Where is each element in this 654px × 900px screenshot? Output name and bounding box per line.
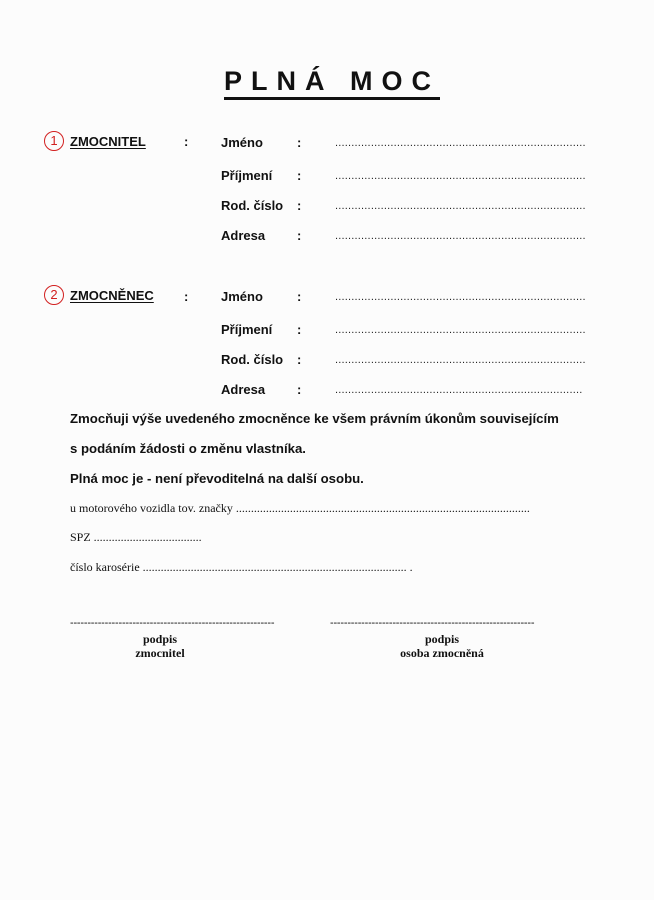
field-label-prijmeni: Příjmení	[221, 322, 273, 337]
field-input-jmeno[interactable]: .............................................................................	[335, 137, 586, 149]
field-label-adresa: Adresa	[221, 382, 266, 397]
section-number-1: 1	[44, 131, 64, 151]
field-input-adresa[interactable]: .............................................................................	[335, 230, 586, 242]
field-input-rod-cislo[interactable]: .............................................................................	[335, 354, 586, 366]
authorization-text-line-2: s podáním žádosti o změnu vlastníka.	[70, 441, 306, 456]
field-label-rod-cislo: Rod. číslo	[221, 352, 284, 367]
party-label-zmocnitel: ZMOCNITEL	[70, 134, 146, 149]
field-colon: :	[297, 198, 302, 213]
party-label-zmocnenec: ZMOCNĚNEC	[70, 288, 154, 303]
field-label-jmeno: Jméno	[221, 289, 263, 304]
field-input-prijmeni[interactable]: .............................................................................	[335, 170, 586, 182]
field-label-rod-cislo: Rod. číslo	[221, 198, 284, 213]
vehicle-brand-line[interactable]: u motorového vozidla tov. značky ..................................................................................................	[70, 501, 530, 515]
signature-label-right-2: osoba zmocněná	[400, 646, 484, 660]
vehicle-spz-line[interactable]: SPZ ....................................	[70, 530, 202, 544]
signature-label-left-1: podpis	[142, 632, 178, 646]
document-title-wrap	[0, 66, 654, 100]
vehicle-body-number-line[interactable]: číslo karosérie ........................................................................................ .	[70, 560, 413, 574]
field-label-adresa: Adresa	[221, 228, 266, 243]
transferability-text: Plná moc je - není převoditelná na další osobu.	[70, 471, 364, 486]
field-colon: :	[297, 289, 302, 304]
field-colon: :	[297, 322, 302, 337]
field-label-jmeno: Jméno	[221, 135, 263, 150]
document-title: PLNÁ MOC	[224, 66, 440, 100]
signature-line-left: -----------------------------------------------------------	[70, 617, 275, 629]
party-colon: :	[184, 134, 189, 149]
field-colon: :	[297, 228, 302, 243]
field-input-adresa[interactable]: ............................................................................	[335, 384, 583, 396]
signature-label-left-2: zmocnitel	[135, 646, 185, 660]
field-label-prijmeni: Příjmení	[221, 168, 273, 183]
field-input-rod-cislo[interactable]: .............................................................................	[335, 200, 586, 212]
signature-label-left	[100, 632, 220, 660]
field-colon: :	[297, 168, 302, 183]
signature-label-right-1: podpis	[424, 632, 460, 646]
field-input-jmeno[interactable]: .............................................................................	[335, 291, 586, 303]
field-colon: :	[297, 135, 302, 150]
signature-line-right: -----------------------------------------------------------	[330, 617, 535, 629]
authorization-text-line-1: Zmocňuji výše uvedeného zmocněnce ke všem právním úkonům souvisejícím	[70, 411, 559, 426]
signature-label-right	[382, 632, 502, 660]
field-input-prijmeni[interactable]: .............................................................................	[335, 324, 586, 336]
section-number-2: 2	[44, 285, 64, 305]
field-colon: :	[297, 352, 302, 367]
party-colon: :	[184, 289, 189, 304]
field-colon: :	[297, 382, 302, 397]
